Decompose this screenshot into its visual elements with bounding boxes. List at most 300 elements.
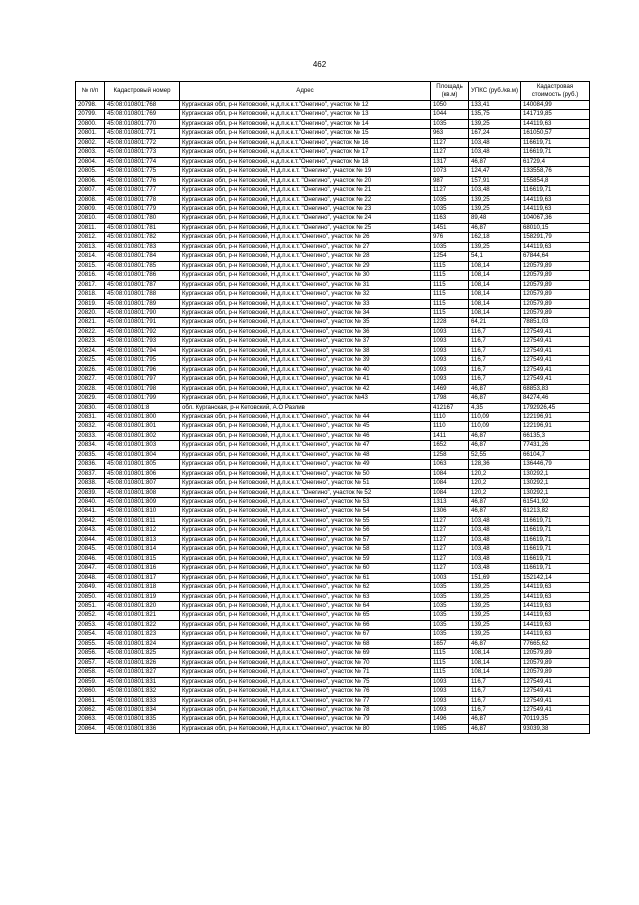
row-number-cell: 20850.	[76, 592, 105, 601]
cadastral-number-cell: 45:08:010801:787	[105, 280, 180, 289]
header-address: Адрес	[180, 82, 431, 101]
address-cell: Курганская обл, р-н Кетовский, Н.д.п.к.к.т."Онегино", участок № 56	[180, 526, 431, 535]
address-cell: Курганская обл, р-н Кетовский, н.д.п.к.к.т."Онегино", участок № 17	[180, 148, 431, 157]
upks-cell: 139,25	[469, 611, 521, 620]
area-cell: 1115	[431, 290, 469, 299]
header-num: № п/п	[76, 82, 105, 101]
upks-cell: 167,24	[469, 129, 521, 138]
row-number-cell: 20801.	[76, 129, 105, 138]
cadastral-cost-cell: 120579,89	[521, 299, 590, 308]
row-number-cell: 20831.	[76, 412, 105, 421]
cadastral-cost-cell: 61541,92	[521, 498, 590, 507]
address-cell: Курганская обл, р-н Кетовский, н.д.п.к.к.т."Онегино", участок № 16	[180, 138, 431, 147]
row-number-cell: 20804.	[76, 157, 105, 166]
cadastral-cost-cell: 68853,83	[521, 384, 590, 393]
upks-cell: 110,09	[469, 412, 521, 421]
cadastral-cost-cell: 66135,3	[521, 431, 590, 440]
address-cell: Курганская обл, р-н Кетовский, Н.д.п.к.к.т."Онегино", участок № 65	[180, 611, 431, 620]
header-cadastral-cost: Кадастровая стоимость (руб.)	[521, 82, 590, 101]
header-area: Площадь (кв.м)	[431, 82, 469, 101]
table-row	[76, 488, 590, 497]
upks-cell: 52,55	[469, 450, 521, 459]
cadastral-number-cell: 45:08:010801:780	[105, 214, 180, 223]
cadastral-cost-cell: 77431,26	[521, 441, 590, 450]
cadastral-number-cell: 45:08:010801:832	[105, 687, 180, 696]
cadastral-cost-cell: 141719,85	[521, 110, 590, 119]
table-row	[76, 299, 590, 308]
cadastral-cost-cell: 136446,79	[521, 460, 590, 469]
cadastral-number-cell: 45:08:010801:783	[105, 242, 180, 251]
table-row	[76, 535, 590, 544]
area-cell: 1093	[431, 696, 469, 705]
cadastral-cost-cell: 120579,89	[521, 261, 590, 270]
upks-cell: 103,48	[469, 148, 521, 157]
address-cell: Курганская обл, р-н Кетовский, Н.д.п.к.к.т. "Онегино", участок № 52	[180, 488, 431, 497]
cadastral-number-cell: 45:08:010801:791	[105, 318, 180, 327]
area-cell: 1115	[431, 649, 469, 658]
area-cell: 1050	[431, 101, 469, 110]
address-cell: Курганская обл, р-н Кетовский, Н.д.п.к.к.т."Онегино", участок № 50	[180, 469, 431, 478]
address-cell: Курганская обл, р-н Кетовский, Н.д.п.к.к.т. "Онегино", участок № 21	[180, 186, 431, 195]
table-row	[76, 186, 590, 195]
cadastral-number-cell: 45:08:010801:789	[105, 299, 180, 308]
address-cell: Курганская обл, р-н Кетовский, Н.д.п.к.к.т."Онегино", участок № 44	[180, 412, 431, 421]
table-row	[76, 110, 590, 119]
row-number-cell: 20818.	[76, 290, 105, 299]
table-row	[76, 677, 590, 686]
upks-cell: 116,7	[469, 375, 521, 384]
cadastral-number-cell: 45:08:010801:826	[105, 658, 180, 667]
cadastral-cost-cell: 155854,8	[521, 176, 590, 185]
cadastral-number-cell: 45:08:010801:821	[105, 611, 180, 620]
cadastral-cost-cell: 67844,64	[521, 252, 590, 261]
cadastral-number-cell: 45:08:010801:809	[105, 498, 180, 507]
upks-cell: 108,14	[469, 280, 521, 289]
area-cell: 1127	[431, 186, 469, 195]
upks-cell: 103,48	[469, 554, 521, 563]
cadastral-number-cell: 45:08:010801:820	[105, 602, 180, 611]
address-cell: Курганская обл, р-н Кетовский, Н.д.п.к.к.т."Онегино", участок № 45	[180, 422, 431, 431]
row-number-cell: 20846.	[76, 554, 105, 563]
upks-cell: 103,48	[469, 138, 521, 147]
upks-cell: 108,14	[469, 668, 521, 677]
table-row	[76, 639, 590, 648]
area-cell: 1003	[431, 573, 469, 582]
cadastral-number-cell: 45:08:010801:834	[105, 706, 180, 715]
cadastral-cost-cell: 116619,71	[521, 545, 590, 554]
address-cell: Курганская обл, р-н Кетовский, Н.д.п.к.к.т."Онегино", участок № 62	[180, 583, 431, 592]
cadastral-cost-cell: 144119,63	[521, 620, 590, 629]
cadastral-cost-cell: 144119,63	[521, 242, 590, 251]
cadastral-number-cell: 45:08:010801:795	[105, 356, 180, 365]
cadastral-number-cell: 45:08:010801:827	[105, 668, 180, 677]
address-cell: Курганская обл, р-н Кетовский, Н.д.п.к.к.т. "Онегино", участок № 19	[180, 167, 431, 176]
address-cell: Курганская обл, р-н Кетовский, Н.д.п.к.к.т. "Онегино", участок № 22	[180, 195, 431, 204]
address-cell: Курганская обл, р-н Кетовский, н.д.п.к.к.т."Онегино", участок № 12	[180, 101, 431, 110]
area-cell: 1035	[431, 119, 469, 128]
table-row	[76, 119, 590, 128]
cadastral-number-cell: 45:08:010801:782	[105, 233, 180, 242]
cadastral-number-cell: 45:08:010801:811	[105, 516, 180, 525]
address-cell: Курганская обл, р-н Кетовский, Н.д.п.к.к.т."Онегино", участок № 31	[180, 280, 431, 289]
area-cell: 1496	[431, 715, 469, 724]
row-number-cell: 20800.	[76, 119, 105, 128]
area-cell: 1035	[431, 620, 469, 629]
table-row	[76, 261, 590, 270]
table-row	[76, 658, 590, 667]
upks-cell: 116,7	[469, 356, 521, 365]
upks-cell: 103,48	[469, 516, 521, 525]
upks-cell: 116,7	[469, 696, 521, 705]
address-cell: Курганская обл, р-н Кетовский, Н.д.п.к.к.т."Онегино", участок № 48	[180, 450, 431, 459]
cadastral-cost-cell: 93039,38	[521, 724, 590, 733]
area-cell: 1657	[431, 639, 469, 648]
address-cell: Курганская обл, р-н Кетовский, Н.д.п.к.к.т."Онегино", участок № 69	[180, 649, 431, 658]
area-cell: 1115	[431, 280, 469, 289]
row-number-cell: 20840.	[76, 498, 105, 507]
table-row	[76, 564, 590, 573]
table-row	[76, 403, 590, 412]
header-upks: УПКС (руб./кв.м)	[469, 82, 521, 101]
row-number-cell: 20828.	[76, 384, 105, 393]
cadastral-cost-cell: 140084,99	[521, 101, 590, 110]
area-cell: 1035	[431, 602, 469, 611]
area-cell: 1254	[431, 252, 469, 261]
upks-cell: 64,21	[469, 318, 521, 327]
cadastral-cost-cell: 116619,71	[521, 186, 590, 195]
row-number-cell: 20822.	[76, 327, 105, 336]
cadastral-number-cell: 45:08:010801:823	[105, 630, 180, 639]
address-cell: Курганская обл, р-н Кетовский, Н.д.п.к.к.т."Онегино", участок № 78	[180, 706, 431, 715]
area-cell: 1127	[431, 564, 469, 573]
area-cell: 1115	[431, 658, 469, 667]
row-number-cell: 20820.	[76, 308, 105, 317]
upks-cell: 89,48	[469, 214, 521, 223]
area-cell: 1035	[431, 204, 469, 213]
address-cell: Курганская обл, р-н Кетовский, Н.д.п.к.к.т. "Онегино", участок № 20	[180, 176, 431, 185]
cadastral-number-cell: 45:08:010801:777	[105, 186, 180, 195]
cadastral-value-table	[75, 81, 590, 734]
address-cell: Курганская обл, р-н Кетовский, Н.д.п.к.к.т."Онегино", участок № 53	[180, 498, 431, 507]
area-cell: 1035	[431, 195, 469, 204]
area-cell: 1127	[431, 138, 469, 147]
cadastral-number-cell: 45:08:010801:824	[105, 639, 180, 648]
table-row	[76, 252, 590, 261]
cadastral-cost-cell: 61213,82	[521, 507, 590, 516]
upks-cell: 151,69	[469, 573, 521, 582]
address-cell: Курганская обл, р-н Кетовский, Н.д.п.к.к.т. "Онегино", участок № 24	[180, 214, 431, 223]
cadastral-cost-cell: 116619,71	[521, 554, 590, 563]
address-cell: Курганская обл, р-н Кетовский, Н.д.п.к.к.т. "Онегино", участок № 25	[180, 223, 431, 232]
row-number-cell: 20843.	[76, 526, 105, 535]
table-row	[76, 157, 590, 166]
upks-cell: 54,1	[469, 252, 521, 261]
row-number-cell: 20816.	[76, 271, 105, 280]
upks-cell: 4,35	[469, 403, 521, 412]
row-number-cell: 20813.	[76, 242, 105, 251]
cadastral-cost-cell: 127549,41	[521, 687, 590, 696]
upks-cell: 108,14	[469, 649, 521, 658]
area-cell: 1093	[431, 677, 469, 686]
row-number-cell: 20799.	[76, 110, 105, 119]
cadastral-cost-cell: 104067,36	[521, 214, 590, 223]
row-number-cell: 20855.	[76, 639, 105, 648]
table-row	[76, 630, 590, 639]
cadastral-number-cell: 45:08:010801:822	[105, 620, 180, 629]
table-row	[76, 706, 590, 715]
upks-cell: 103,48	[469, 526, 521, 535]
address-cell: Курганская обл, р-н Кетовский, Н.д.п.к.к.т."Онегино", участок № 39	[180, 356, 431, 365]
table-row	[76, 327, 590, 336]
area-cell: 1093	[431, 346, 469, 355]
address-cell: Курганская обл, р-н Кетовский, Н.д.п.к.к.т."Онегино", участок № 29	[180, 261, 431, 270]
table-row	[76, 431, 590, 440]
cadastral-cost-cell: 144119,63	[521, 119, 590, 128]
row-number-cell: 20821.	[76, 318, 105, 327]
table-row	[76, 280, 590, 289]
row-number-cell: 20849.	[76, 583, 105, 592]
cadastral-number-cell: 45:08:010801:775	[105, 167, 180, 176]
table-row	[76, 696, 590, 705]
address-cell: Курганская обл, р-н Кетовский, н.д.п.к.к.т."Онегино", участок № 13	[180, 110, 431, 119]
area-cell: 1127	[431, 535, 469, 544]
area-cell: 1035	[431, 611, 469, 620]
area-cell: 1093	[431, 337, 469, 346]
upks-cell: 139,25	[469, 242, 521, 251]
table-row	[76, 507, 590, 516]
row-number-cell: 20829.	[76, 394, 105, 403]
address-cell: Курганская обл, р-н Кетовский, Н.д.п.к.к.т."Онегино", участок № 76	[180, 687, 431, 696]
table-row	[76, 271, 590, 280]
cadastral-cost-cell: 127549,41	[521, 375, 590, 384]
table-row	[76, 101, 590, 110]
table-body	[76, 101, 590, 734]
cadastral-number-cell: 45:08:010801:770	[105, 119, 180, 128]
address-cell: Курганская обл, р-н Кетовский, Н.д.п.к.к.т."Онегино", участок № 47	[180, 441, 431, 450]
cadastral-number-cell: 45:08:010801:792	[105, 327, 180, 336]
area-cell: 1110	[431, 422, 469, 431]
cadastral-number-cell: 45:08:010801:800	[105, 412, 180, 421]
cadastral-cost-cell: 127549,41	[521, 696, 590, 705]
area-cell: 1035	[431, 592, 469, 601]
address-cell: Курганская обл, р-н Кетовский, Н.д.п.к.к.т."Онегино", участок № 79	[180, 715, 431, 724]
table-row	[76, 479, 590, 488]
row-number-cell: 20824.	[76, 346, 105, 355]
table-row	[76, 422, 590, 431]
cadastral-number-cell: 45:08:010801:831	[105, 677, 180, 686]
table-row	[76, 611, 590, 620]
table-row	[76, 384, 590, 393]
upks-cell: 108,14	[469, 271, 521, 280]
table-row	[76, 223, 590, 232]
cadastral-number-cell: 45:08:010801:794	[105, 346, 180, 355]
area-cell: 1093	[431, 375, 469, 384]
cadastral-number-cell: 45:08:010801:804	[105, 450, 180, 459]
address-cell: Курганская обл, р-н Кетовский, Н.д.п.к.к.т."Онегино", участок № 61	[180, 573, 431, 582]
table-row	[76, 138, 590, 147]
cadastral-number-cell: 45:08:010801:797	[105, 375, 180, 384]
cadastral-cost-cell: 116619,71	[521, 516, 590, 525]
cadastral-cost-cell: 144119,63	[521, 602, 590, 611]
cadastral-number-cell: 45:08:010801:796	[105, 365, 180, 374]
upks-cell: 116,7	[469, 337, 521, 346]
upks-cell: 46,87	[469, 715, 521, 724]
cadastral-cost-cell: 120579,89	[521, 280, 590, 289]
row-number-cell: 20815.	[76, 261, 105, 270]
cadastral-cost-cell: 77665,62	[521, 639, 590, 648]
upks-cell: 46,87	[469, 157, 521, 166]
row-number-cell: 20858.	[76, 668, 105, 677]
cadastral-number-cell: 45:08:010801:774	[105, 157, 180, 166]
row-number-cell: 20808.	[76, 195, 105, 204]
row-number-cell: 20856.	[76, 649, 105, 658]
table-row	[76, 356, 590, 365]
table-row	[76, 592, 590, 601]
upks-cell: 108,14	[469, 290, 521, 299]
table-row	[76, 498, 590, 507]
cadastral-number-cell: 45:08:010801:815	[105, 554, 180, 563]
cadastral-number-cell: 45:08:010801:807	[105, 479, 180, 488]
cadastral-cost-cell: 122196,91	[521, 412, 590, 421]
upks-cell: 46,87	[469, 498, 521, 507]
row-number-cell: 20839.	[76, 488, 105, 497]
cadastral-number-cell: 45:08:010801:788	[105, 290, 180, 299]
row-number-cell: 20826.	[76, 365, 105, 374]
address-cell: Курганская обл, р-н Кетовский, Н.д.п.к.к.т."Онегино", участок № 64	[180, 602, 431, 611]
upks-cell: 139,25	[469, 592, 521, 601]
cadastral-cost-cell: 116619,71	[521, 148, 590, 157]
row-number-cell: 20859.	[76, 677, 105, 686]
cadastral-cost-cell: 152142,14	[521, 573, 590, 582]
cadastral-number-cell: 45:08:010801:803	[105, 441, 180, 450]
cadastral-cost-cell: 144119,63	[521, 611, 590, 620]
upks-cell: 116,7	[469, 346, 521, 355]
table-row	[76, 148, 590, 157]
table-row	[76, 394, 590, 403]
row-number-cell: 20819.	[76, 299, 105, 308]
cadastral-cost-cell: 122196,91	[521, 422, 590, 431]
row-number-cell: 20863.	[76, 715, 105, 724]
upks-cell: 110,09	[469, 422, 521, 431]
cadastral-number-cell: 45:08:010801:781	[105, 223, 180, 232]
address-cell: Курганская обл, р-н Кетовский, Н.д.п.к.к.т."Онегино", участок № 27	[180, 242, 431, 251]
area-cell: 1063	[431, 460, 469, 469]
row-number-cell: 20844.	[76, 535, 105, 544]
upks-cell: 135,75	[469, 110, 521, 119]
row-number-cell: 20832.	[76, 422, 105, 431]
table-row	[76, 554, 590, 563]
area-cell: 1127	[431, 148, 469, 157]
upks-cell: 139,25	[469, 204, 521, 213]
address-cell: Курганская обл, р-н Кетовский, Н.д.п.к.к.т."Онегино", участок № 57	[180, 535, 431, 544]
table-row	[76, 129, 590, 138]
upks-cell: 103,48	[469, 186, 521, 195]
area-cell: 1115	[431, 261, 469, 270]
cadastral-number-cell: 45:08:010801:773	[105, 148, 180, 157]
cadastral-number-cell: 45:08:010801:801	[105, 422, 180, 431]
cadastral-number-cell: 45:08:010801:786	[105, 271, 180, 280]
area-cell: 1093	[431, 365, 469, 374]
table-row	[76, 214, 590, 223]
row-number-cell: 20827.	[76, 375, 105, 384]
table-row	[76, 602, 590, 611]
cadastral-cost-cell: 127549,41	[521, 365, 590, 374]
address-cell: Курганская обл, р-н Кетовский, Н.д.п.к.к.т."Онегино", участок № 49	[180, 460, 431, 469]
table-row	[76, 668, 590, 677]
cadastral-number-cell: 45:08:010801:816	[105, 564, 180, 573]
address-cell: Курганская обл, р-н Кетовский, н.д.п.к.к.т."Онегино", участок № 18	[180, 157, 431, 166]
row-number-cell: 20830.	[76, 403, 105, 412]
upks-cell: 108,14	[469, 308, 521, 317]
cadastral-cost-cell: 116619,71	[521, 535, 590, 544]
row-number-cell: 20851.	[76, 602, 105, 611]
row-number-cell: 20837.	[76, 469, 105, 478]
table-row	[76, 204, 590, 213]
page-number: 462	[312, 60, 327, 69]
upks-cell: 116,7	[469, 706, 521, 715]
cadastral-cost-cell: 127549,41	[521, 337, 590, 346]
address-cell: Курганская обл, р-н Кетовский, Н.д.п.к.к.т."Онегино", участок № 68	[180, 639, 431, 648]
cadastral-number-cell: 45:08:010801:769	[105, 110, 180, 119]
row-number-cell: 20812.	[76, 233, 105, 242]
upks-cell: 46,87	[469, 639, 521, 648]
area-cell: 1411	[431, 431, 469, 440]
address-cell: Курганская обл, р-н Кетовский, Н.д.п.к.к.т."Онегино", участок № 32	[180, 290, 431, 299]
address-cell: Курганская обл, р-н Кетовский, Н.д.п.к.к.т."Онегино", участок № 36	[180, 327, 431, 336]
cadastral-number-cell: 45:08:010801:833	[105, 696, 180, 705]
upks-cell: 108,14	[469, 299, 521, 308]
cadastral-cost-cell: 70119,35	[521, 715, 590, 724]
table-row	[76, 620, 590, 629]
address-cell: Курганская обл, р-н Кетовский, н.д.п.к.к.т."Онегино", участок № 15	[180, 129, 431, 138]
cadastral-cost-cell: 120579,89	[521, 290, 590, 299]
address-cell: Курганская обл, р-н Кетовский, Н.д.п.к.к.т."Онегино", участок № 55	[180, 516, 431, 525]
cadastral-number-cell: 45:08:010801:810	[105, 507, 180, 516]
upks-cell: 116,7	[469, 365, 521, 374]
row-number-cell: 20814.	[76, 252, 105, 261]
address-cell: Курганская обл, р-н Кетовский, Н.д.п.к.к.т."Онегино", участок № 66	[180, 620, 431, 629]
table-row	[76, 337, 590, 346]
table-row	[76, 450, 590, 459]
area-cell: 1110	[431, 412, 469, 421]
address-cell: Курганская обл, р-н Кетовский, н.д.п.к.к.т."Онегино", участок № 14	[180, 119, 431, 128]
table-row	[76, 375, 590, 384]
area-cell: 1115	[431, 308, 469, 317]
upks-cell: 139,25	[469, 620, 521, 629]
cadastral-cost-cell: 78851,03	[521, 318, 590, 327]
address-cell: Курганская обл, р-н Кетовский, Н.д.п.к.к.т."Онегино", участок № 38	[180, 346, 431, 355]
upks-cell: 139,25	[469, 119, 521, 128]
upks-cell: 162,18	[469, 233, 521, 242]
address-cell: Курганская обл, р-н Кетовский, Н.д.п.к.к.т."Онегино", участок № 63	[180, 592, 431, 601]
area-cell: 1317	[431, 157, 469, 166]
table-header-row	[76, 82, 590, 101]
area-cell: 1035	[431, 242, 469, 251]
cadastral-cost-cell: 144119,63	[521, 195, 590, 204]
address-cell: Курганская обл, р-н Кетовский, Н.д.п.к.к.т."Онегино", участок № 80	[180, 724, 431, 733]
address-cell: Курганская обл, р-н Кетовский, Н.д.п.к.к.т."Онегино", участок № 71	[180, 668, 431, 677]
area-cell: 1451	[431, 223, 469, 232]
cadastral-cost-cell: 120579,89	[521, 668, 590, 677]
area-cell: 1258	[431, 450, 469, 459]
cadastral-number-cell: 45:08:010801:8	[105, 403, 180, 412]
table-row	[76, 195, 590, 204]
row-number-cell: 20854.	[76, 630, 105, 639]
upks-cell: 120,2	[469, 469, 521, 478]
table-row	[76, 242, 590, 251]
cadastral-cost-cell: 144119,63	[521, 583, 590, 592]
address-cell: Курганская обл, р-н Кетовский, Н.д.п.к.к.т."Онегино", участок № 51	[180, 479, 431, 488]
